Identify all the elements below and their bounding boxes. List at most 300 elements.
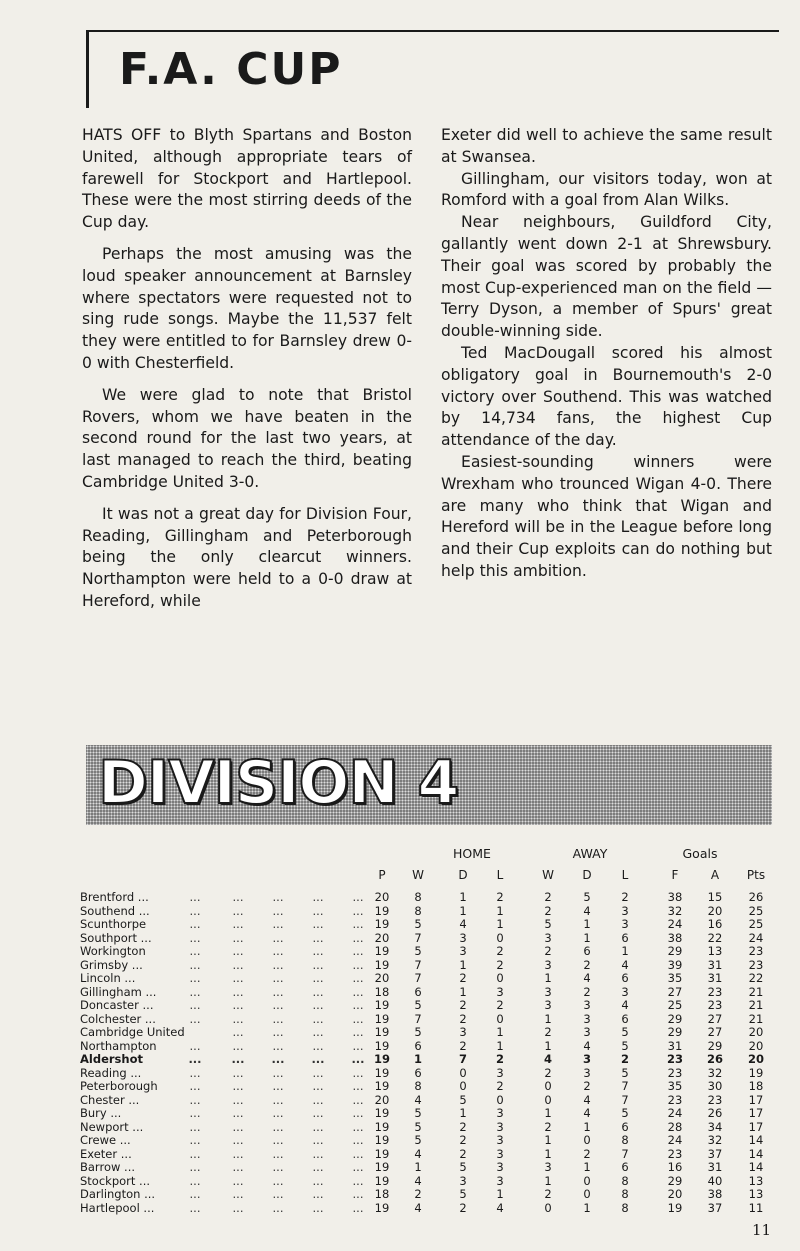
leader-dots: ... (272, 1160, 284, 1174)
cell-home-won: 6 (414, 984, 422, 999)
table-row (80, 1202, 780, 1216)
article-paragraph: Perhaps the most amusing was the loud speaker announcement at Barnsley where spectators were requested not to sing rude songs. Maybe the 11,537 felt they were entitled to for Barnsley drew 0-0 with Chesterfield. (82, 244, 412, 372)
cell-away-drawn: 6 (583, 944, 591, 958)
leader-dots: ... (272, 1092, 284, 1107)
leader-dots: ... (189, 1079, 201, 1093)
cell-away-drawn: 1 (583, 1200, 591, 1215)
cell-home-won: 7 (414, 957, 422, 972)
cell-played: 19 (374, 957, 390, 972)
column-header-for: F (671, 868, 679, 882)
cell-away-drawn: 0 (583, 1173, 591, 1188)
leader-dots: ... (232, 1173, 244, 1188)
leader-dots: ... (352, 1011, 364, 1026)
cell-goals-against: 23 (707, 998, 723, 1012)
cell-home-drawn: 0 (459, 1079, 467, 1093)
cell-goals-against: 16 (707, 917, 723, 931)
leader-dots: ... (352, 903, 364, 918)
cell-points: 11 (748, 1200, 764, 1215)
cell-away-lost: 6 (621, 1011, 629, 1026)
article-paragraph: HATS OFF to Blyth Spartans and Boston United, although appropriate tears of farewell for Stockport and Hartlepool. These were the most stirring deeds of the Cup day. (82, 126, 412, 232)
cell-points: 18 (748, 1079, 764, 1093)
team-name: Workington (80, 944, 146, 958)
cell-points: 23 (748, 944, 764, 958)
leader-dots: ... (272, 1146, 284, 1161)
cell-played: 19 (374, 1011, 390, 1026)
cell-away-won: 2 (544, 1025, 552, 1039)
cell-away-lost: 3 (621, 984, 629, 999)
leader-dots: ... (232, 1187, 244, 1201)
team-name: Northampton (80, 1038, 157, 1053)
leader-dots: ... (272, 917, 284, 931)
cell-points: 13 (748, 1173, 764, 1188)
cell-played: 19 (374, 1119, 390, 1134)
cell-goals-against: 32 (707, 1133, 723, 1147)
cell-home-won: 7 (414, 1011, 422, 1026)
leader-dots: ... (271, 1052, 285, 1066)
cell-goals-for: 24 (667, 1133, 683, 1147)
leader-dots: ... (352, 890, 364, 904)
cell-home-won: 8 (414, 890, 422, 904)
leader-dots: ... (272, 930, 284, 945)
cell-away-lost: 7 (621, 1092, 629, 1107)
cell-points: 21 (748, 984, 764, 999)
cell-played: 19 (374, 1200, 390, 1215)
cell-points: 19 (748, 1065, 764, 1080)
leader-dots: ... (272, 1106, 284, 1120)
cell-away-won: 3 (544, 957, 552, 972)
table-row (80, 945, 780, 959)
cell-home-lost: 0 (496, 1092, 504, 1107)
cell-away-drawn: 0 (583, 1133, 591, 1147)
leader-dots: ... (189, 944, 201, 958)
cell-away-lost: 8 (621, 1133, 629, 1147)
cell-played: 19 (374, 1079, 390, 1093)
article-paragraph: Exeter did well to achieve the same result at Swansea. (441, 126, 772, 166)
leader-dots: ... (232, 1160, 244, 1174)
leader-dots: ... (231, 1052, 245, 1066)
article-right-column (441, 125, 772, 583)
cell-away-won: 1 (544, 971, 552, 985)
table-row (80, 959, 780, 973)
leader-dots: ... (312, 1200, 324, 1215)
cell-home-lost: 0 (496, 1011, 504, 1026)
cell-goals-for: 23 (667, 1146, 683, 1161)
cell-played: 19 (374, 1038, 390, 1053)
cell-home-lost: 1 (496, 917, 504, 931)
leader-dots: ... (352, 1200, 364, 1215)
table-row (80, 1175, 780, 1189)
cell-played: 19 (374, 1146, 390, 1161)
leader-dots: ... (232, 1200, 244, 1215)
cell-away-won: 2 (544, 1065, 552, 1080)
cell-played: 20 (374, 971, 390, 985)
cell-points: 14 (748, 1160, 764, 1174)
team-name: Brentford ... (80, 890, 149, 904)
cell-home-won: 1 (414, 1160, 422, 1174)
leader-dots: ... (312, 1187, 324, 1201)
leader-dots: ... (312, 1119, 324, 1134)
leader-dots: ... (189, 1200, 201, 1215)
article-paragraph: Near neighbours, Guildford City, gallantly went down 2-1 at Shrewsbury. Their goal was scored by probably the most Cup-experienced man on the field — Terry Dyson, a member of Spurs' great double-winning side. (441, 213, 772, 341)
group-header-home: HOME (453, 846, 491, 861)
cell-away-lost: 6 (621, 971, 629, 985)
cell-home-drawn: 2 (459, 1038, 467, 1053)
leader-dots: ... (189, 1038, 201, 1053)
cell-home-lost: 1 (496, 1038, 504, 1053)
cell-away-won: 2 (544, 890, 552, 904)
page-number: 11 (752, 1221, 772, 1239)
leader-dots: ... (189, 998, 201, 1012)
cell-away-won: 2 (544, 1187, 552, 1201)
leader-dots: ... (232, 917, 244, 931)
cell-goals-against: 23 (707, 984, 723, 999)
cell-home-drawn: 5 (459, 1160, 467, 1174)
cell-away-won: 1 (544, 1106, 552, 1120)
leader-dots: ... (351, 1052, 365, 1066)
cell-points: 20 (747, 1052, 764, 1066)
team-name: Crewe ... (80, 1133, 131, 1147)
table-row (80, 1188, 780, 1202)
cell-goals-for: 20 (667, 1187, 683, 1201)
cell-home-won: 1 (413, 1052, 422, 1066)
team-name: Aldershot (80, 1052, 143, 1066)
cell-home-lost: 2 (496, 944, 504, 958)
cell-played: 19 (374, 1065, 390, 1080)
leader-dots: ... (352, 1119, 364, 1134)
article-paragraph: Gillingham, our visitors today, won at Romford with a goal from Alan Wilks. (441, 169, 772, 210)
leader-dots: ... (272, 971, 284, 985)
cell-away-won: 0 (544, 1079, 552, 1093)
cell-home-won: 5 (414, 1025, 422, 1039)
cell-home-won: 4 (414, 1146, 422, 1161)
cell-points: 17 (748, 1092, 764, 1107)
cell-played: 19 (374, 998, 390, 1012)
cell-away-drawn: 2 (583, 957, 591, 972)
cell-points: 14 (748, 1146, 764, 1161)
cell-away-drawn: 1 (583, 930, 591, 945)
leader-dots: ... (352, 930, 364, 945)
cell-home-drawn: 3 (459, 1173, 467, 1188)
cell-goals-for: 23 (666, 1052, 683, 1066)
leader-dots: ... (232, 1133, 244, 1147)
article-paragraph: Easiest-sounding winners were Wrexham who trounced Wigan 4-0. There are many who think that Wigan and Hereford will be in the League before long and their Cup exploits can do nothing but help this ambition. (441, 452, 772, 580)
table-row (80, 1067, 780, 1081)
leader-dots: ... (232, 1025, 244, 1039)
group-header-goals: Goals (682, 846, 718, 861)
cell-goals-against: 26 (706, 1052, 723, 1066)
cell-home-won: 7 (414, 930, 422, 945)
cell-away-won: 3 (544, 930, 552, 945)
title-box (86, 30, 779, 108)
leader-dots: ... (272, 1079, 284, 1093)
cell-home-won: 4 (414, 1173, 422, 1188)
cell-points: 20 (748, 1025, 764, 1039)
cell-goals-against: 31 (707, 971, 723, 985)
team-name: Darlington ... (80, 1187, 156, 1201)
cell-played: 19 (374, 1173, 390, 1188)
cell-home-lost: 2 (496, 890, 504, 904)
leader-dots: ... (232, 1106, 244, 1120)
leader-dots: ... (232, 971, 244, 985)
cell-home-lost: 1 (496, 1025, 504, 1039)
cell-away-drawn: 4 (583, 971, 591, 985)
leader-dots: ... (272, 1065, 284, 1080)
cell-away-lost: 2 (620, 1052, 629, 1066)
page-title: F.A. CUP (119, 44, 343, 95)
cell-points: 24 (748, 930, 764, 945)
leader-dots: ... (352, 1133, 364, 1147)
cell-away-lost: 3 (621, 917, 629, 931)
article-paragraph: We were glad to note that Bristol Rovers, whom we have beaten in the second round for the last two years, at last managed to reach the third, beating Cambridge United 3-0. (82, 385, 412, 491)
cell-home-lost: 2 (495, 1052, 504, 1066)
cell-away-drawn: 4 (583, 1106, 591, 1120)
leader-dots: ... (352, 957, 364, 972)
leader-dots: ... (272, 1025, 284, 1039)
cell-played: 19 (374, 1160, 390, 1174)
cell-away-won: 0 (544, 1092, 552, 1107)
cell-home-lost: 3 (496, 1106, 504, 1120)
leader-dots: ... (232, 903, 244, 918)
cell-goals-against: 22 (707, 930, 723, 945)
cell-away-drawn: 4 (583, 1092, 591, 1107)
leader-dots: ... (312, 1079, 324, 1093)
cell-away-drawn: 3 (583, 1065, 591, 1080)
team-name: Stockport ... (80, 1173, 151, 1188)
team-name: Chester ... (80, 1092, 140, 1107)
cell-away-won: 4 (543, 1052, 552, 1066)
cell-home-drawn: 3 (459, 944, 467, 958)
cell-points: 21 (748, 998, 764, 1012)
cell-away-drawn: 3 (583, 1011, 591, 1026)
table-row (80, 1013, 780, 1027)
cell-away-won: 3 (544, 998, 552, 1012)
leader-dots: ... (312, 930, 324, 945)
leader-dots: ... (352, 1065, 364, 1080)
cell-away-lost: 8 (621, 1200, 629, 1215)
cell-away-lost: 8 (621, 1173, 629, 1188)
leader-dots: ... (312, 917, 324, 931)
cell-home-drawn: 1 (459, 984, 467, 999)
leader-dots: ... (312, 1160, 324, 1174)
leader-dots: ... (312, 903, 324, 918)
cell-away-lost: 6 (621, 1119, 629, 1134)
cell-goals-against: 27 (707, 1025, 723, 1039)
cell-goals-against: 31 (707, 957, 723, 972)
cell-goals-against: 40 (707, 1173, 723, 1188)
cell-away-won: 1 (544, 1133, 552, 1147)
leader-dots: ... (352, 984, 364, 999)
cell-home-lost: 3 (496, 1065, 504, 1080)
team-name: Southport ... (80, 930, 152, 945)
cell-away-won: 1 (544, 1173, 552, 1188)
cell-played: 18 (374, 984, 390, 999)
leader-dots: ... (188, 1052, 202, 1066)
leader-dots: ... (312, 1065, 324, 1080)
cell-goals-for: 27 (667, 984, 683, 999)
leader-dots: ... (312, 1025, 324, 1039)
group-header-away: AWAY (572, 846, 608, 861)
leader-dots: ... (232, 1146, 244, 1161)
division-title: DIVISION 4 (98, 748, 459, 818)
cell-goals-against: 15 (707, 890, 723, 904)
table-row (80, 1080, 780, 1094)
cell-goals-against: 26 (707, 1106, 723, 1120)
cell-home-lost: 4 (496, 1200, 504, 1215)
column-header-away-lost: L (621, 868, 629, 882)
cell-home-lost: 1 (496, 1187, 504, 1201)
cell-away-lost: 7 (621, 1146, 629, 1161)
cell-away-drawn: 0 (583, 1187, 591, 1201)
cell-home-lost: 1 (496, 903, 504, 918)
leader-dots: ... (272, 1133, 284, 1147)
table-row (80, 1040, 780, 1054)
cell-away-won: 2 (544, 944, 552, 958)
cell-played: 19 (374, 903, 390, 918)
column-header-played: P (378, 868, 386, 882)
cell-away-lost: 5 (621, 1106, 629, 1120)
cell-goals-against: 37 (707, 1146, 723, 1161)
cell-goals-against: 37 (707, 1200, 723, 1215)
cell-goals-for: 23 (667, 1092, 683, 1107)
cell-goals-for: 29 (667, 1011, 683, 1026)
team-name: Peterborough (80, 1079, 158, 1093)
leader-dots: ... (312, 1173, 324, 1188)
table-row (80, 1134, 780, 1148)
leader-dots: ... (272, 1173, 284, 1188)
cell-away-won: 0 (544, 1200, 552, 1215)
team-name: Barrow ... (80, 1160, 136, 1174)
leader-dots: ... (189, 984, 201, 999)
cell-goals-against: 38 (707, 1187, 723, 1201)
cell-home-lost: 2 (496, 998, 504, 1012)
cell-away-drawn: 2 (583, 984, 591, 999)
column-header-away-won: W (542, 868, 554, 882)
cell-home-drawn: 2 (459, 1011, 467, 1026)
team-name: Reading ... (80, 1065, 142, 1080)
leader-dots: ... (312, 998, 324, 1012)
column-header-against: A (710, 868, 720, 882)
cell-away-lost: 4 (621, 998, 629, 1012)
column-header-home-won: W (412, 868, 424, 882)
leader-dots: ... (272, 944, 284, 958)
cell-away-drawn: 4 (583, 903, 591, 918)
team-name: Doncaster ... (80, 998, 154, 1012)
cell-goals-against: 31 (707, 1160, 723, 1174)
leader-dots: ... (352, 944, 364, 958)
column-header-points: Pts (746, 868, 766, 882)
cell-away-won: 3 (544, 984, 552, 999)
leader-dots: ... (352, 1160, 364, 1174)
team-name: Grimsby ... (80, 957, 143, 972)
leader-dots: ... (272, 1119, 284, 1134)
cell-home-lost: 3 (496, 1173, 504, 1188)
leader-dots: ... (312, 1011, 324, 1026)
cell-home-drawn: 7 (458, 1052, 467, 1066)
leader-dots: ... (352, 1173, 364, 1188)
leader-dots: ... (272, 1187, 284, 1201)
cell-home-won: 6 (414, 1065, 422, 1080)
leader-dots: ... (189, 1092, 201, 1107)
cell-home-won: 7 (414, 971, 422, 985)
cell-goals-for: 23 (667, 1065, 683, 1080)
column-header-home-lost: L (496, 868, 504, 882)
cell-home-won: 6 (414, 1038, 422, 1053)
leader-dots: ... (189, 890, 201, 904)
leader-dots: ... (189, 1106, 201, 1120)
cell-away-won: 1 (544, 1038, 552, 1053)
cell-home-lost: 2 (496, 1079, 504, 1093)
cell-goals-for: 25 (667, 998, 683, 1012)
leader-dots: ... (232, 1011, 244, 1026)
cell-played: 19 (374, 1133, 390, 1147)
cell-home-drawn: 4 (459, 917, 467, 931)
cell-home-lost: 3 (496, 1146, 504, 1161)
table-row (80, 932, 780, 946)
column-header-away-drawn: D (582, 868, 592, 882)
cell-goals-for: 24 (667, 917, 683, 931)
cell-goals-against: 34 (707, 1119, 723, 1134)
cell-away-won: 2 (544, 1119, 552, 1134)
leader-dots: ... (312, 957, 324, 972)
article-paragraph: It was not a great day for Division Four, Reading, Gillingham and Peterborough being the only clearcut winners. Northampton were held to a 0-0 draw at Hereford, while (82, 504, 412, 610)
cell-home-drawn: 1 (459, 890, 467, 904)
table-row (80, 905, 780, 919)
cell-goals-against: 30 (707, 1079, 723, 1093)
leader-dots: ... (189, 1119, 201, 1134)
team-name: Cambridge United (80, 1025, 185, 1039)
cell-home-won: 8 (414, 903, 422, 918)
table-row (80, 1026, 780, 1040)
cell-away-drawn: 3 (583, 998, 591, 1012)
team-name: Exeter ... (80, 1146, 132, 1161)
leader-dots: ... (189, 1011, 201, 1026)
cell-home-won: 5 (414, 944, 422, 958)
cell-home-drawn: 2 (459, 1146, 467, 1161)
leader-dots: ... (312, 890, 324, 904)
leader-dots: ... (189, 903, 201, 918)
cell-home-won: 5 (414, 998, 422, 1012)
leader-dots: ... (272, 998, 284, 1012)
cell-home-lost: 3 (496, 1119, 504, 1134)
article-paragraph: Ted MacDougall scored his almost obligatory goal in Bournemouth's 2-0 victory over Southend. This was watched by 14,734 fans, the highest Cup attendance of the day. (441, 343, 772, 450)
leader-dots: ... (232, 957, 244, 972)
table-row (80, 1053, 780, 1067)
leader-dots: ... (232, 944, 244, 958)
cell-goals-against: 32 (707, 1065, 723, 1080)
team-name: Bury ... (80, 1106, 122, 1120)
cell-away-won: 1 (544, 1011, 552, 1026)
cell-away-drawn: 4 (583, 1038, 591, 1053)
cell-points: 23 (748, 957, 764, 972)
leader-dots: ... (232, 1092, 244, 1107)
cell-away-drawn: 1 (583, 1119, 591, 1134)
cell-home-drawn: 2 (459, 1133, 467, 1147)
leader-dots: ... (272, 903, 284, 918)
leader-dots: ... (272, 1200, 284, 1215)
cell-away-lost: 2 (621, 890, 629, 904)
cell-away-drawn: 3 (582, 1052, 591, 1066)
leader-dots: ... (232, 930, 244, 945)
cell-played: 19 (374, 917, 390, 931)
cell-home-drawn: 3 (459, 1025, 467, 1039)
cell-away-won: 5 (544, 917, 552, 931)
leader-dots: ... (189, 1146, 201, 1161)
cell-home-won: 2 (414, 1187, 422, 1201)
cell-away-lost: 8 (621, 1187, 629, 1201)
leader-dots: ... (352, 1187, 364, 1201)
cell-away-lost: 6 (621, 1160, 629, 1174)
table-row (80, 1121, 780, 1135)
